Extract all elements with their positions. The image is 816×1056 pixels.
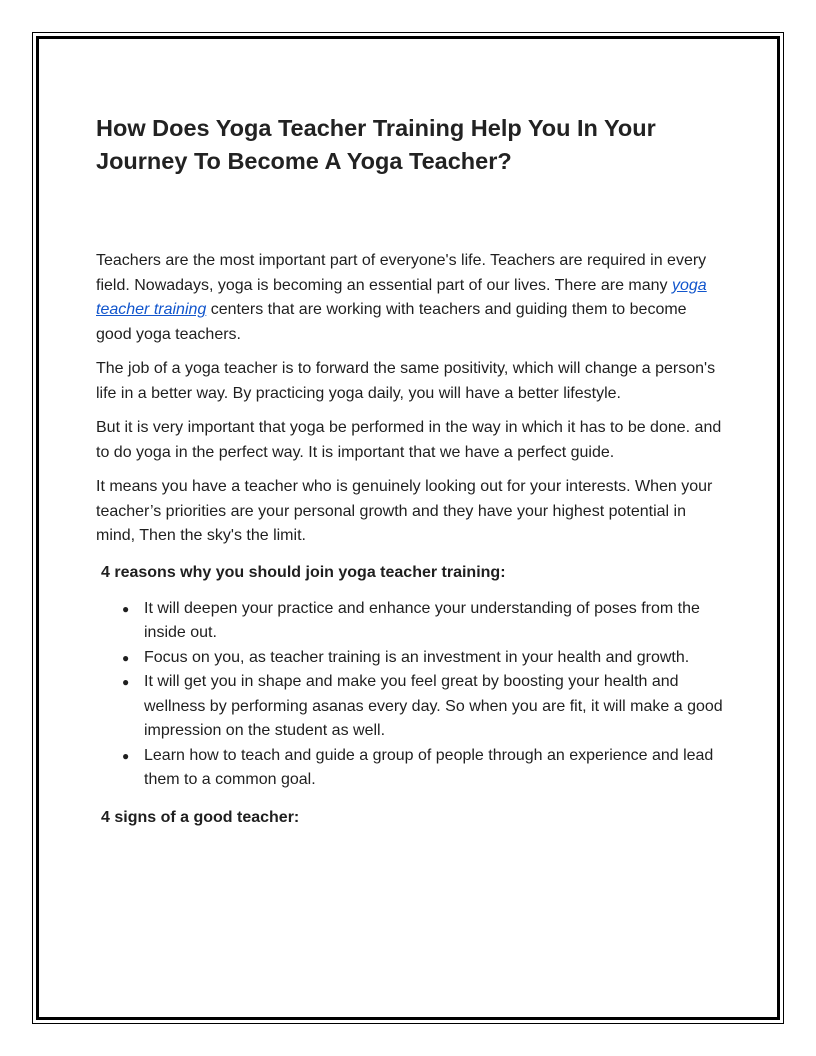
paragraph-job-of-teacher: The job of a yoga teacher is to forward the same positivity, which will change a person's life in a better way. By practicing yoga daily, you will have a better lifestyle. (96, 360, 716, 402)
list-item (96, 646, 726, 671)
reasons-heading: 4 reasons why you should join yoga teacher training: (101, 563, 506, 581)
paragraph-sky-limit: It means you have a teacher who is genuinely looking out for your interests. When your teacher’s priorities are your personal growth and they have your highest potential in mind, Then the sky's the limit. (96, 478, 713, 544)
bullet-icon: ● (122, 650, 130, 665)
list-item-text: Learn how to teach and guide a group of people through an experience and lead them to a common goal. (144, 746, 714, 788)
intro-text-after-link: centers that are working with teachers and guiding them to become good yoga teachers. (96, 301, 687, 343)
list-item-text: Focus on you, as teacher training is an investment in your health and growth. (144, 648, 690, 666)
bullet-icon: ● (122, 748, 130, 763)
signs-heading: 4 signs of a good teacher: (101, 808, 300, 826)
bullet-icon: ● (122, 601, 130, 616)
list-item (96, 597, 726, 646)
list-item (96, 670, 726, 744)
list-item-text: It will deepen your practice and enhance your understanding of poses from the inside out. (144, 599, 700, 641)
paragraph-perfect-guide: But it is very important that yoga be performed in the way in which it has to be done. and to do yoga in the perfect way. It is important that we have a perfect guide. (96, 419, 722, 461)
list-item-text: It will get you in shape and make you feel great by boosting your health and wellness by performing asanas every day. So when you are fit, it will make a good impression on the student as well. (144, 673, 723, 739)
paragraph-intro (96, 249, 726, 347)
bullet-icon: ● (122, 675, 130, 689)
document-title: How Does Yoga Teacher Training Help You In Your Journey To Become A Yoga Teacher? (96, 115, 656, 174)
document-body (96, 112, 726, 830)
list-item (96, 744, 726, 793)
intro-text-before-link: Teachers are the most important part of everyone's life. Teachers are required in every field. Nowadays, yoga is becoming an essential part of our lives. There are many (96, 252, 707, 294)
reasons-list (96, 597, 726, 793)
yoga-teacher-training-link[interactable]: yoga teacher training (96, 276, 707, 318)
